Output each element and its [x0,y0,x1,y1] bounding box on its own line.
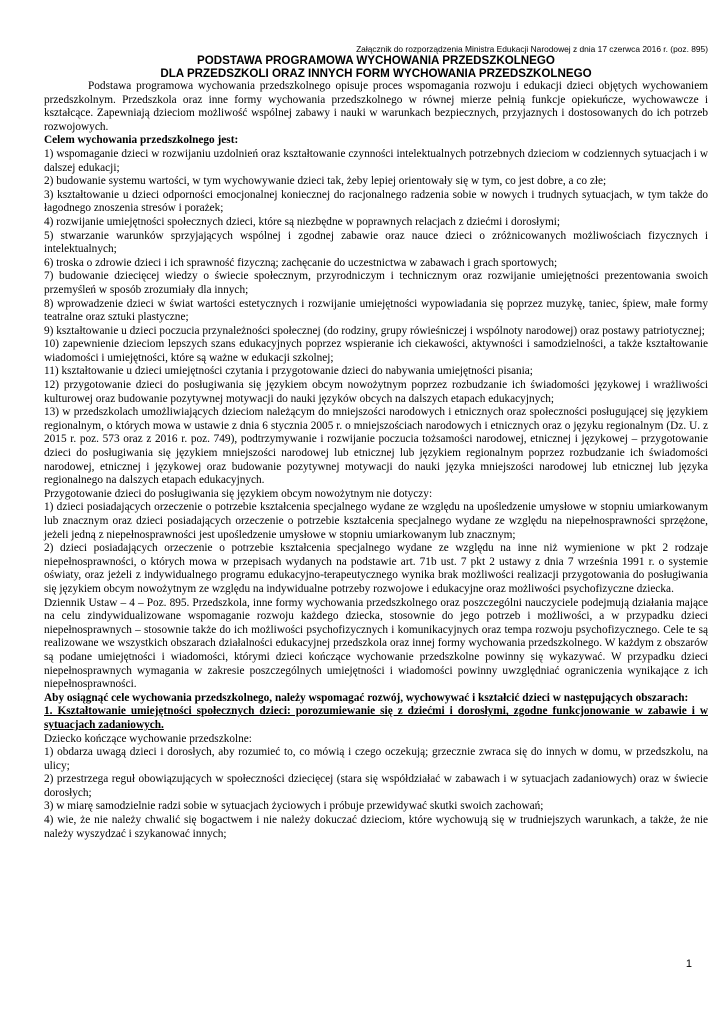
support-heading: Aby osiągnąć cele wychowania przedszkolnego, należy wspomagać rozwój, wychowywać i kształcić dzieci w następujących obszarach: [44,691,689,704]
document-title-line-1: PODSTAWA PROGRAMOWA WYCHOWANIA PRZEDSZKOLNEGO [197,54,555,67]
goal-item: 4) rozwijanie umiejętności społecznych dzieci, które są niezbędne w poprawnych relacjach z dziećmi i dorosłymi; [44,215,561,228]
area-1-item: 2) przestrzega reguł obowiązujących w społeczności dziecięcej (stara się współdziałać w zabawach i w sytuacjach zadaniowych) oraz w świecie dorosłych; [44,773,708,799]
goal-item: 3) kształtowanie u dzieci odporności emocjonalnej koniecznej do racjonalnego radzenia sobie w nowych i trudnych sytuacjach, w tym także do łagodnego znoszenia stresów i porażek; [44,188,708,215]
goal-item: 5) stwarzanie warunków sprzyjających wspólnej i zgodnej zabawie oraz nauce dzieci o zróżnicowanych możliwościach fizycznych i intelektualnych; [44,229,708,256]
goal-item: 11) kształtowanie u dzieci umiejętności czytania i przygotowanie dzieci do nabywania umiejętności pisania; [44,365,533,378]
goal-item: 9) kształtowanie u dzieci poczucia przynależności społecznej (do rodziny, grupy rówieśniczej i wspólnoty narodowej) oraz postawy patriotycznej; [44,324,705,337]
area-1-item: 1) obdarza uwagą dzieci i dorosłych, aby rozumieć to, co mówią i czego oczekują; grzecznie zwraca się do innych w domu, w przedszkolu, na ulicy; [44,746,708,772]
exception-item: 2) dzieci posiadających orzeczenie o potrzebie kształcenia specjalnego wydane ze względu na inne niż wymienione w pkt 2 rodzaje niepełnosprawności, o których mowa w przepisach wydanych na podstawie art. 71b ust. 7 pkt 2 ustawy z dnia 7 września 1991 r. o systemie oświaty, oraz jeżeli z indywidualnego programu edukacyjno-terapeutycznego wynika brak możliwości realizacji przygotowania do posługiwania się językiem obcym nowożytnym ze względu na indywidualne potrzeby rozwojowe i edukacyjne oraz możliwości psychofizyczne dziecka. [44,542,708,595]
goals-heading: Celem wychowania przedszkolnego jest: [44,134,239,147]
exceptions-intro: Przygotowanie dzieci do posługiwania się językiem obcym nowożytnym nie dotyczy: [44,487,433,500]
goal-item: 2) budowanie systemu wartości, w tym wychowywanie dzieci tak, żeby lepiej orientowały się w tym, co jest dobre, a co złe; [44,175,607,188]
area-1-item: 4) wie, że nie należy chwalić się bogactwem i nie należy dokuczać dzieciom, które wychowują się w trudniejszych warunkach, a także, że nie należy wyszydzać i szykanować innych; [44,814,708,840]
goal-item: 8) wprowadzenie dzieci w świat wartości estetycznych i rozwijanie umiejętności wypowiadania się poprzez muzykę, taniec, śpiew, małe formy teatralne oraz sztuki plastyczne; [44,297,708,324]
document-page [44,44,708,841]
goal-item: 1) wspomaganie dzieci w rozwijaniu uzdolnień oraz kształtowanie czynności intelektualnych potrzebnych dzieciom w codziennych sytuacjach i w dalszej edukacji; [44,147,708,174]
page-number: 1 [685,958,692,970]
area-1-item: 3) w miarę samodzielnie radzi sobie w sytuacjach życiowych i próbuje przewidywać skutki swoich zachowań; [44,800,544,813]
journal-paragraph: Dziennik Ustaw – 4 – Poz. 895. Przedszkola, inne formy wychowania przedszkolnego oraz poszczególni nauczyciele podejmują działania mające na celu zindywidualizowane wspomaganie rozwoju każdego dziecka, stosownie do jego potrzeb i możliwości, a w przypadku dzieci niepełnosprawnych – stosownie także do ich możliwości psychofizycznych i komunikacyjnych oraz tempa rozwoju psychofizycznego. Cele te są realizowane we wszystkich obszarach działalności edukacyjnej przedszkola oraz innej formy wychowania przedszkolnego. W każdym z obszarów są podane umiejętności i wiadomości, którymi dzieci kończące wychowanie przedszkolne powinny się wykazywać. W przypadku dzieci niepełnosprawnych wymagania w zakresie poszczególnych umiejętności i wiadomości powinny uwzględniać ograniczenia wynikające z ich niepełnosprawności. [44,596,708,691]
goal-item: 13) w przedszkolach umożliwiających dzieciom należącym do mniejszości narodowych i etnicznych oraz społeczności posługującej się językiem regionalnym, o których mowa w ustawie z dnia 6 stycznia 2005 r. o mniejszościach narodowych i etnicznych oraz o języku regionalnym (Dz. U. z 2015 r. poz. 573 oraz z 2016 r. poz. 749), podtrzymywanie i rozwijanie poczucia tożsamości narodowej, etnicznej i językowej – przygotowanie dzieci do posługiwania się językiem mniejszości narodowej lub etnicznej lub językiem regionalnym poprzez rozbudzanie ich świadomości narodowej, etnicznej i językowej oraz budowanie pozytywnej motywacji do nauki języka mniejszości narodowej lub etnicznej lub języka regionalnego na dalszych etapach edukacyjnych. [44,406,708,487]
area-1-heading: 1. Kształtowanie umiejętności społecznych dzieci: porozumiewanie się z dziećmi i dorosłymi, zgodne funkcjonowanie w zabawie i w sytuacjach zadaniowych. [44,705,708,731]
goal-item: 6) troska o zdrowie dzieci i ich sprawność fizyczną; zachęcanie do uczestnictwa w zabawach i grach sportowych; [44,256,558,269]
annex-note: Załącznik do rozporządzenia Ministra Edukacji Narodowej z dnia 17 czerwca 2016 r. (poz. 895) [356,44,708,54]
goal-item: 7) budowanie dziecięcej wiedzy o świecie społecznym, przyrodniczym i technicznym oraz rozwijanie umiejętności prezentowania swoich przemyśleń w sposób zrozumiały dla innych; [44,270,708,296]
area-1-intro: Dziecko kończące wychowanie przedszkolne: [44,732,252,745]
intro-paragraph: Podstawa programowa wychowania przedszkolnego opisuje proces wspomagania rozwoju i edukacji dzieci objętych wychowaniem przedszkolnym. Przedszkola oraz inne formy wychowania przedszkolnego w równej mierze pełnią funkcje opiekuńcze, wychowawcze i kształcące. Zapewniają dzieciom możliwość wspólnej zabawy i nauki w warunkach bezpiecznych, przyjaznych i dostosowanych do ich potrzeb rozwojowych. [44,80,708,133]
goal-item: 10) zapewnienie dzieciom lepszych szans edukacyjnych poprzez wspieranie ich ciekawości, aktywności i samodzielności, a także kształtowanie wiadomości i umiejętności, które są ważne w edukacji szkolnej; [44,338,708,364]
document-title-line-2: DLA PRZEDSZKOLI ORAZ INNYCH FORM WYCHOWANIA PRZEDSZKOLNEGO [160,67,592,80]
exception-item: 1) dzieci posiadających orzeczenie o potrzebie kształcenia specjalnego wydane ze względu na upośledzenie umysłowe w stopniu umiarkowanym lub znacznym oraz dzieci posiadających orzeczenie o potrzebie kształcenia specjalnego wydane ze względu na niepełnosprawności sprzężone, jeżeli jedną z niepełnosprawności jest upośledzenie umysłowe w stopniu umiarkowanym lub znacznym; [44,501,708,541]
goal-item: 12) przygotowanie dzieci do posługiwania się językiem obcym nowożytnym poprzez rozbudzanie ich świadomości językowej i wrażliwości kulturowej oraz budowanie pozytywnej motywacji do nauki języków obcych na dalszych etapach edukacyjnych; [44,379,708,405]
